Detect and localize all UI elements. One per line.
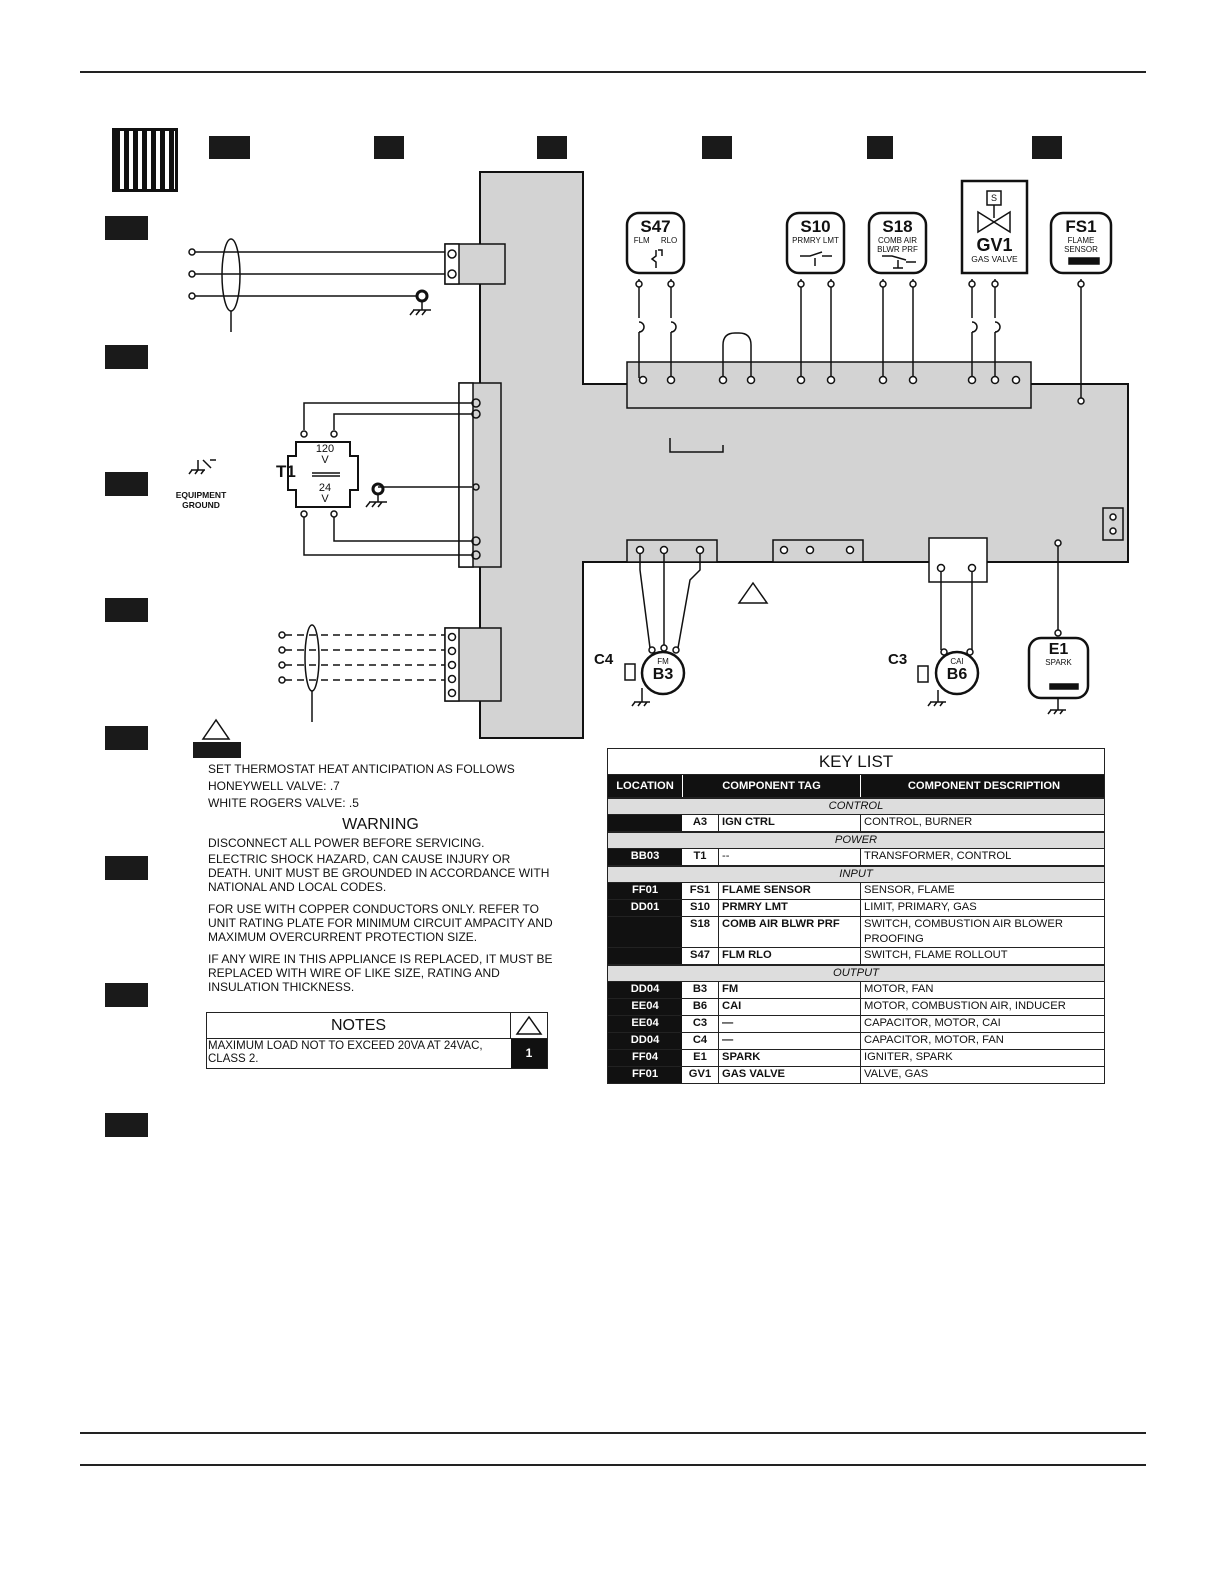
cell-description: LIMIT, PRIMARY, GAS [864, 901, 977, 913]
cell-name: FLAME SENSOR [719, 883, 861, 899]
equipment-ground-label-2: GROUND [182, 500, 220, 510]
thermostat-note-2: HONEYWELL VALVE: .7 [208, 779, 340, 793]
section-control: CONTROL [608, 798, 1104, 815]
b3-tag: B3 [652, 666, 674, 683]
thermostat-note-1: SET THERMOSTAT HEAT ANTICIPATION AS FOLLOWS [208, 762, 515, 776]
table-row [608, 1016, 1104, 1033]
cell-name: IGN CTRL [719, 815, 861, 831]
t1-secondary: 24 [318, 482, 332, 494]
notes-box-title: NOTES [330, 1017, 387, 1034]
cell-tag: FS1 [682, 883, 719, 899]
equipment-ground-label-1: EQUIPMENT [175, 490, 227, 500]
s47-tag: S47 [640, 217, 671, 236]
b3-label: FM [657, 657, 669, 666]
table-row [608, 1067, 1104, 1083]
cell-tag: A3 [682, 815, 719, 831]
cell-name: — [719, 1016, 861, 1032]
cell-location: DD04 [608, 1033, 682, 1049]
grid-row-marker [105, 1113, 148, 1137]
e1-spark-igniter [1029, 540, 1088, 714]
cell-description: VALVE, GAS [864, 1068, 929, 1080]
table-row [608, 1033, 1104, 1050]
cell-description: CONTROL, BURNER [864, 816, 973, 828]
equipment-ground-symbol [189, 460, 216, 474]
warning-paragraph: FOR USE WITH COPPER CONDUCTORS ONLY. REFER TO UNIT RATING PLATE FOR MINIMUM CIRCUIT AMPACITY AND MAXIMUM OVERCURRENT PROTECTION SIZE. [208, 902, 553, 944]
key-list-title: KEY LIST [608, 749, 1104, 775]
table-row [608, 999, 1104, 1016]
cell-tag: GV1 [682, 1067, 719, 1083]
section-power: POWER [608, 832, 1104, 849]
note-triangle-icon [203, 720, 229, 739]
cell-location: EE04 [608, 1016, 682, 1032]
cell-description: SWITCH, FLAME ROLLOUT [864, 949, 1008, 961]
b6-label: CAI [950, 657, 964, 666]
s18-label-1: COMB AIR [877, 236, 918, 245]
table-row [608, 815, 1104, 832]
warning-paragraph: ELECTRIC SHOCK HAZARD, CAN CAUSE INJURY OR DEATH. UNIT MUST BE GROUNDED IN ACCORDANCE WITH NATIONAL AND LOCAL CODES. [208, 852, 550, 894]
gv1-label: GAS VALVE [971, 254, 1018, 264]
key-list-table [607, 748, 1105, 1084]
e1-label: SPARK [1045, 658, 1072, 667]
cell-location: FF01 [608, 883, 682, 899]
b6-tag: B6 [946, 666, 968, 683]
header-component-tag: COMPONENT TAG [683, 775, 861, 797]
table-row [608, 917, 1104, 948]
cell-name: -- [719, 849, 861, 865]
cell-location: DD01 [608, 900, 682, 916]
notes-box-number: 1 [511, 1039, 547, 1068]
table-row [608, 900, 1104, 917]
warning-triangle-icon [511, 1013, 547, 1038]
warning-paragraph: IF ANY WIRE IN THIS APPLIANCE IS REPLACED, IT MUST BE REPLACED WITH WIRE OF LIKE SIZE, RATING AND INSULATION THICKNESS. [208, 952, 553, 994]
wiring-diagram [0, 0, 1225, 740]
cell-name: FLM RLO [719, 948, 861, 964]
key-list-header [608, 775, 1104, 798]
cell-tag: S10 [682, 900, 719, 916]
t1-primary-unit: V [321, 454, 329, 466]
cell-tag: B6 [682, 999, 719, 1015]
cell-location: BB03 [608, 849, 682, 865]
cell-tag: B3 [682, 982, 719, 998]
grid-row-marker [105, 856, 148, 880]
cell-description: MOTOR, FAN [864, 983, 934, 995]
bottom-rule-2 [80, 1464, 1146, 1466]
cell-location [608, 815, 682, 831]
cell-tag: C4 [682, 1033, 719, 1049]
cell-description: SWITCH, COMBUSTION AIR BLOWER PROOFING [864, 918, 1063, 945]
cell-location: FF01 [608, 1067, 682, 1083]
table-row [608, 849, 1104, 866]
cell-name: — [719, 1033, 861, 1049]
cell-description: CAPACITOR, MOTOR, FAN [864, 1034, 1004, 1046]
table-row [608, 948, 1104, 965]
note-marker-block [193, 742, 241, 758]
cell-name: GAS VALVE [719, 1067, 861, 1083]
c3-tag: C3 [888, 651, 908, 668]
table-row [608, 883, 1104, 900]
warning-title: WARNING [342, 816, 419, 833]
notes-box-text: MAXIMUM LOAD NOT TO EXCEED 20VA AT 24VAC, CLASS 2. [208, 1040, 483, 1065]
header-location: LOCATION [608, 775, 683, 797]
s18-tag: S18 [882, 217, 913, 236]
cell-location [608, 917, 682, 947]
fs1-label-2: SENSOR [1064, 245, 1098, 254]
table-row [608, 1050, 1104, 1067]
bottom-rule-1 [80, 1432, 1146, 1434]
cell-name: SPARK [719, 1050, 861, 1066]
warning-paragraph: DISCONNECT ALL POWER BEFORE SERVICING. [208, 836, 485, 850]
cell-name: CAI [719, 999, 861, 1015]
gv1-gas-valve [962, 181, 1027, 378]
cell-name: PRMRY LMT [719, 900, 861, 916]
section-input: INPUT [608, 866, 1104, 883]
board-terminal-strip [627, 362, 1031, 408]
t1-primary: 120 [315, 443, 335, 455]
s10-tag: S10 [800, 217, 831, 236]
s47-left-label: FLM [633, 236, 650, 245]
section-output: OUTPUT [608, 965, 1104, 982]
cell-tag: T1 [682, 849, 719, 865]
cell-tag: S18 [682, 917, 719, 947]
cell-location: DD04 [608, 982, 682, 998]
t1-tag: T1 [276, 462, 296, 481]
cell-tag: E1 [682, 1050, 719, 1066]
cell-name: COMB AIR BLWR PRF [719, 917, 861, 947]
cell-description: SENSOR, FLAME [864, 884, 955, 896]
cell-tag: C3 [682, 1016, 719, 1032]
cell-name: FM [719, 982, 861, 998]
cell-location: EE04 [608, 999, 682, 1015]
fs1-label-1: FLAME [1067, 236, 1095, 245]
cell-description: MOTOR, COMBUSTION AIR, INDUCER [864, 1000, 1066, 1012]
notes-box-triangle [510, 1013, 547, 1038]
notes-section [208, 762, 553, 1002]
table-row [608, 982, 1104, 999]
gv1-tag: GV1 [976, 235, 1013, 255]
b3-fan-motor [625, 554, 700, 706]
notes-box [206, 1012, 548, 1069]
s47-right-label: RLO [660, 236, 678, 245]
header-component-description: COMPONENT DESCRIPTION [907, 780, 1061, 792]
thermostat-wires [279, 625, 501, 722]
cell-description: IGNITER, SPARK [864, 1051, 953, 1063]
gv1-symbol-label: S [990, 193, 997, 203]
s10-label: PRMRY LMT [792, 236, 839, 245]
grid-row-marker [105, 983, 148, 1007]
cell-location [608, 948, 682, 964]
cell-location: FF04 [608, 1050, 682, 1066]
transformer-wiring [288, 383, 501, 567]
thermostat-note-3: WHITE ROGERS VALVE: .5 [208, 796, 359, 810]
power-input-wires [189, 239, 505, 332]
t1-secondary-unit: V [321, 493, 329, 505]
c4-tag: C4 [594, 651, 614, 668]
s18-label-2: BLWR PRF [877, 245, 918, 254]
fs1-tag: FS1 [1065, 217, 1097, 236]
cell-description: TRANSFORMER, CONTROL [864, 850, 1012, 862]
cell-tag: S47 [682, 948, 719, 964]
note-triangle-icon [739, 583, 767, 603]
cell-description: CAPACITOR, MOTOR, CAI [864, 1017, 1001, 1029]
e1-tag: E1 [1048, 641, 1069, 658]
